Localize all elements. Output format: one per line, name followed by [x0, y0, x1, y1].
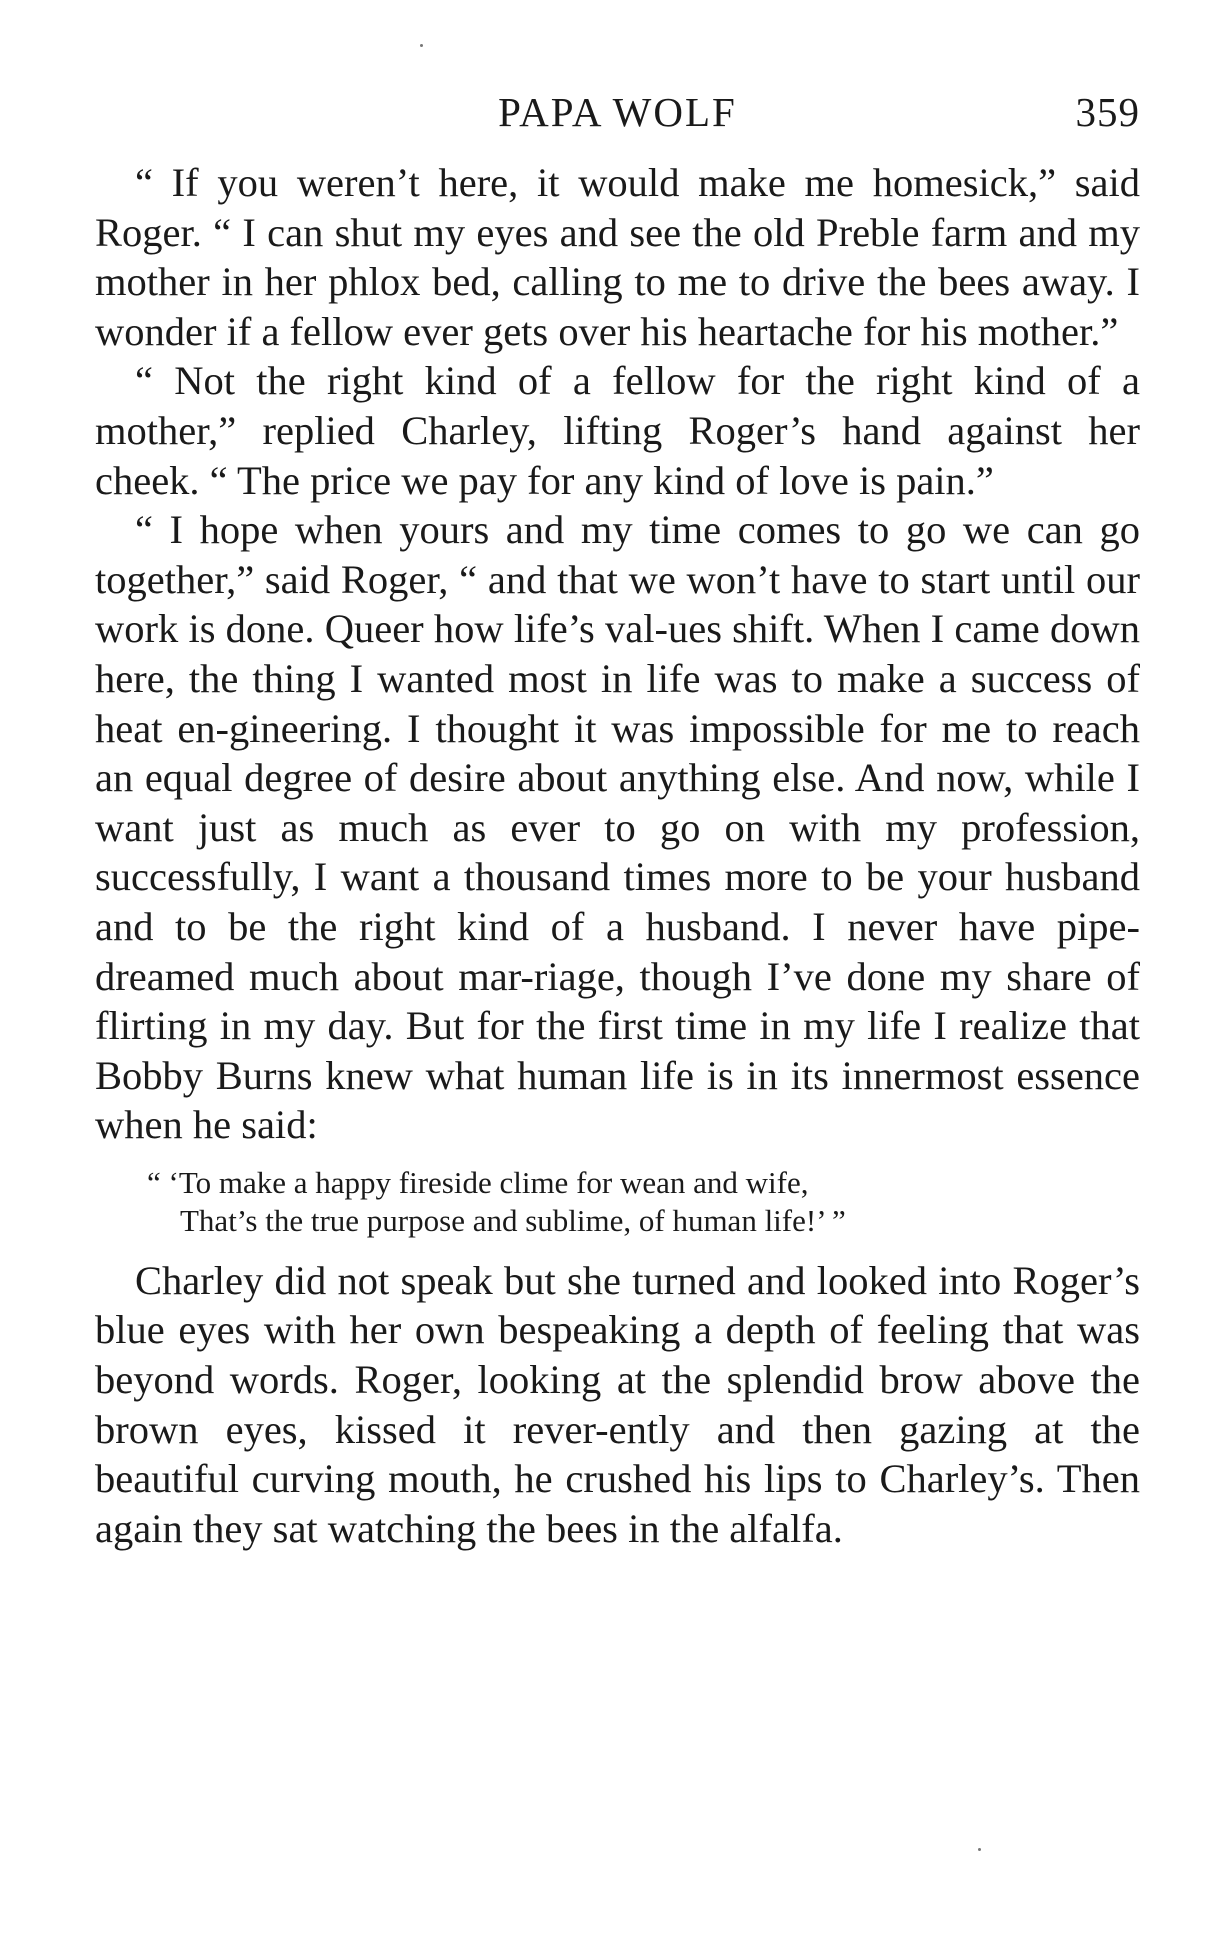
scan-speck — [420, 44, 423, 47]
page-number: 359 — [1075, 89, 1140, 135]
book-page — [95, 88, 1140, 1553]
verse-quote — [95, 1164, 1140, 1240]
verse-line-2: That’s the true purpose and sublime, of human life!’ ” — [180, 1202, 846, 1238]
paragraph-2: “ Not the right kind of a fellow for the right kind of a mother,” replied Charley, lifting Roger’s hand against her cheek. “ The price we pay for any kind of love is pain.” — [95, 358, 1140, 503]
running-head — [95, 88, 1140, 140]
body-text — [95, 158, 1140, 1553]
paragraph-4: Charley did not speak but she turned and looked into Roger’s blue eyes with her own bespeaking a depth of feeling that was beyond words. Roger, looking at the splendid brow above the brown eyes, kissed it rever-ently and then gazing at the beautiful curving mouth, he crushed his lips to Charley’s. Then again they sat watching the bees in the alfalfa. — [95, 1257, 1140, 1551]
paragraph-1: “ If you weren’t here, it would make me homesick,” said Roger. “ I can shut my eyes and see the old Preble farm and my mother in her phlox bed, calling to me to drive the bees away. I wonder if a fellow ever gets over his heartache for his mother.” — [95, 160, 1140, 354]
verse-line-1: “ ‘To make a happy fireside clime for wean and wife, — [147, 1164, 809, 1200]
scan-speck — [978, 1848, 981, 1851]
paragraph-3: “ I hope when yours and my time comes to go we can go together,” said Roger, “ and that we won’t have to start until our work is done. Queer how life’s val-ues shift. When I came down here, the thing I wanted most in life was to make a success of heat en-gineering. I thought it was impossible for me to reach an equal degree of desire about anything else. And now, while I want just as much as ever to go on with my profession, successfully, I want a thousand times more to be your husband and to be the right kind of a husband. I never have pipe-dreamed much about mar-riage, though I’ve done my share of flirting in my day. But for the first time in my life I realize that Bobby Burns knew what human life is in its innermost essence when he said: — [95, 507, 1140, 1148]
running-title: PAPA WOLF — [498, 89, 737, 135]
